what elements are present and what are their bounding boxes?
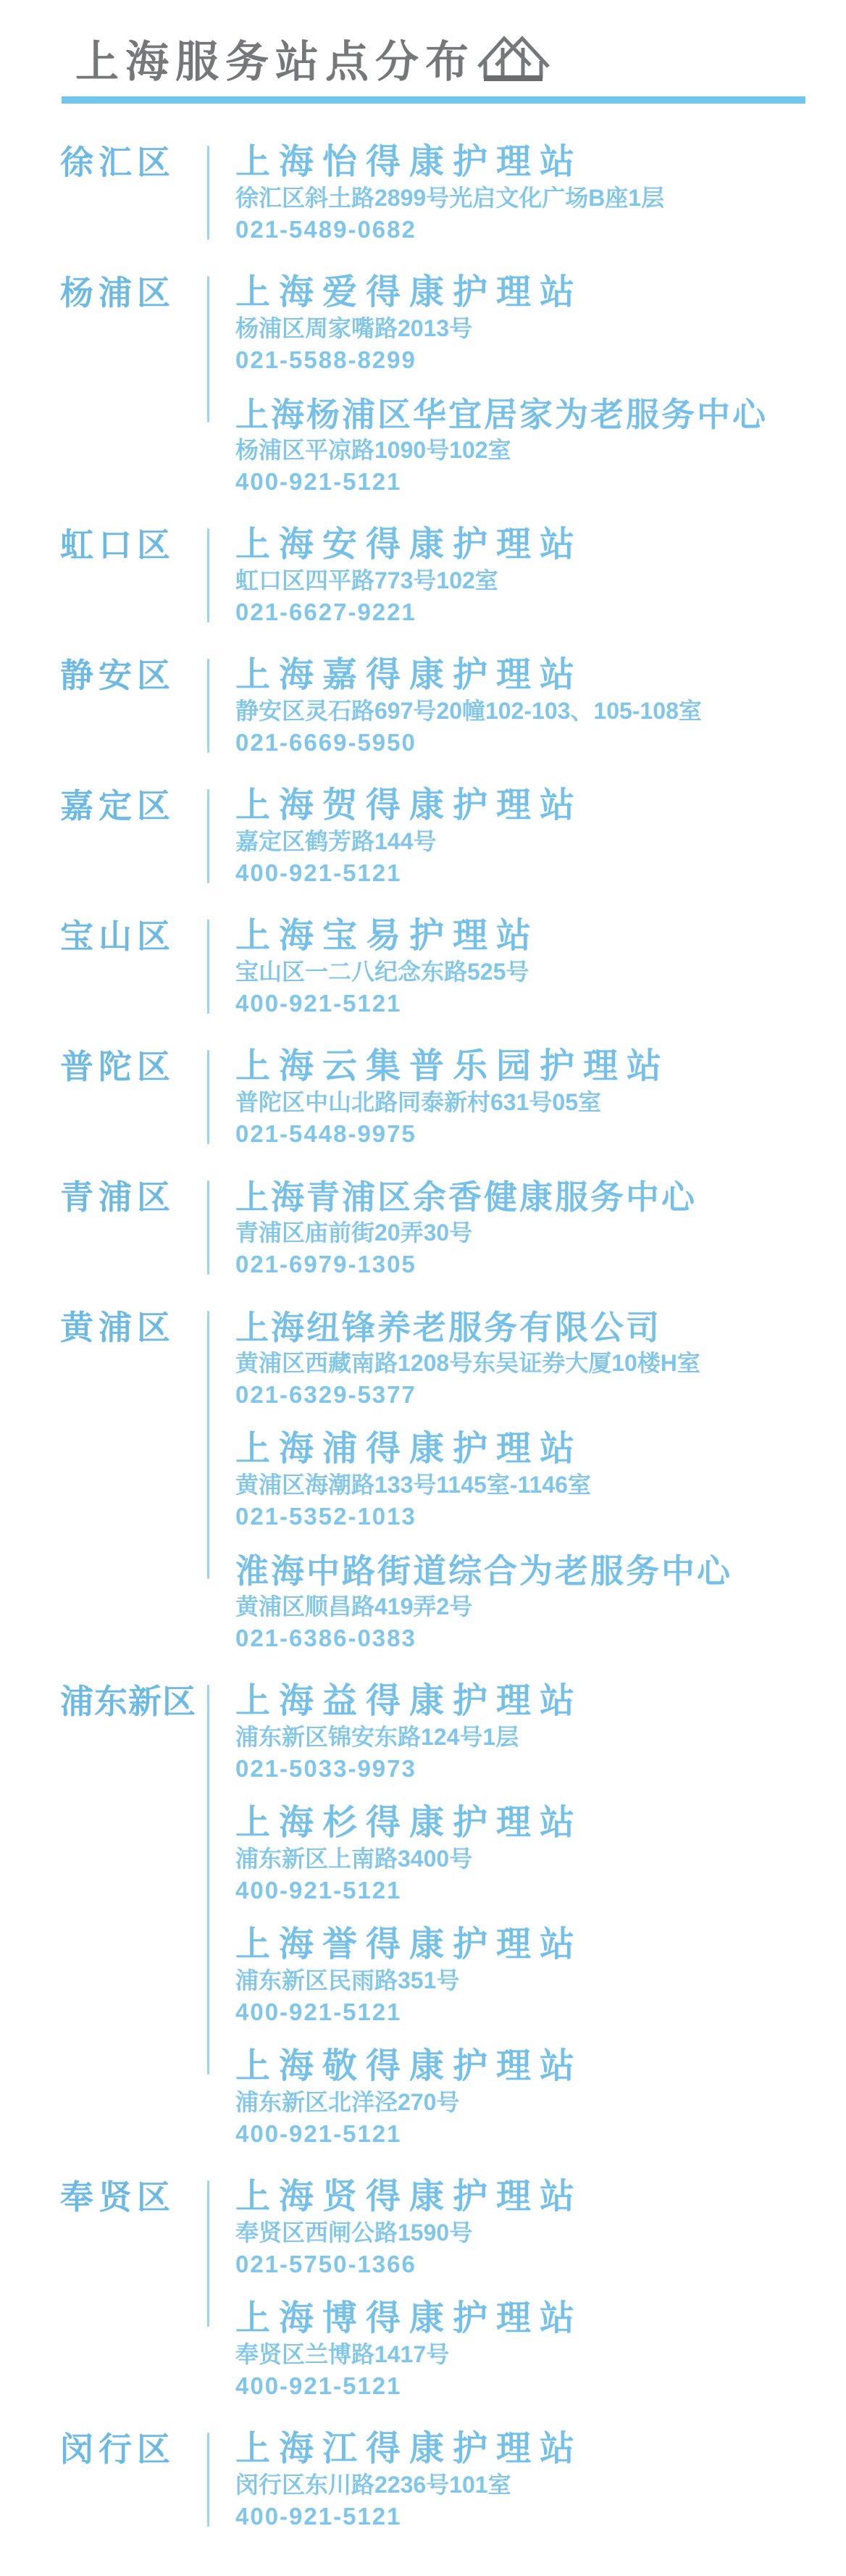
district-name: 静安区	[60, 656, 175, 694]
district-separator-line	[207, 2180, 209, 2327]
station-list	[235, 1308, 846, 1654]
station-name: 上海浦得康护理站	[235, 1430, 584, 1468]
district-separator-line	[207, 1311, 209, 1579]
station-address: 奉贤区兰博路1417号	[235, 2341, 450, 2367]
station-address: 浦东新区锦安东路124号1层	[235, 1724, 519, 1750]
district-separator-line	[207, 2433, 209, 2527]
station-list	[235, 1682, 846, 2150]
station-item	[235, 1047, 846, 1150]
station-address: 浦东新区北洋泾270号	[235, 2089, 460, 2115]
district-group	[60, 1177, 846, 1280]
district-group	[60, 525, 846, 628]
station-list	[235, 273, 846, 498]
station-name: 上海誉得康护理站	[235, 1925, 584, 1964]
station-address: 徐汇区斜土路2899号光启文化广场B座1层	[235, 185, 665, 211]
station-name: 上海江得康护理站	[235, 2430, 584, 2468]
district-separator-line	[207, 276, 209, 422]
station-name: 上海贺得康护理站	[235, 786, 584, 825]
station-phone: 400-921-5121	[235, 1877, 402, 1904]
station-list	[235, 143, 846, 246]
station-phone: 021-5588-8299	[235, 346, 416, 373]
station-list	[235, 786, 846, 889]
station-phone: 021-5352-1013	[235, 1503, 416, 1530]
station-address: 青浦区庙前街20弄30号	[235, 1220, 473, 1246]
station-phone: 400-921-5121	[235, 1998, 402, 2025]
district-name: 虹口区	[60, 526, 175, 564]
station-address: 杨浦区周家嘴路2013号	[235, 315, 473, 341]
station-phone: 021-6329-5377	[235, 1381, 416, 1408]
district-separator-line	[207, 789, 209, 883]
station-name: 上海宝易护理站	[235, 917, 540, 955]
station-item	[235, 143, 846, 246]
page-title: 上海服务站点分布	[75, 38, 475, 86]
station-item	[235, 1308, 846, 1411]
district-group	[60, 917, 846, 1020]
station-name: 上海杉得康护理站	[235, 1804, 584, 1842]
district-group	[60, 656, 846, 759]
district-name: 宝山区	[60, 917, 175, 955]
station-item	[235, 656, 846, 759]
district-separator-line	[207, 528, 209, 622]
station-address: 静安区灵石路697号20幢102-103、105-108室	[235, 698, 702, 724]
district-separator-line	[207, 1685, 209, 2075]
station-phone: 021-6979-1305	[235, 1251, 416, 1277]
station-name: 淮海中路街道综合为老服务中心	[235, 1552, 732, 1590]
station-phone: 021-5448-9975	[235, 1120, 416, 1147]
station-name: 上海怡得康护理站	[235, 143, 584, 181]
station-item	[235, 1551, 846, 1654]
district-separator-line	[207, 1180, 209, 1275]
station-phone: 021-5033-9973	[235, 1755, 416, 1782]
station-address: 黄浦区顺昌路419弄2号	[235, 1593, 473, 1620]
station-item	[235, 2047, 846, 2150]
station-address: 普陀区中山北路同泰新村631号05室	[235, 1089, 601, 1115]
station-item	[235, 395, 846, 498]
station-phone: 021-5489-0682	[235, 216, 416, 243]
station-name: 上海安得康护理站	[235, 525, 584, 564]
station-item	[235, 917, 846, 1020]
station-phone: 021-6669-5950	[235, 729, 416, 756]
station-address: 杨浦区平凉路1090号102室	[235, 437, 511, 463]
station-address: 黄浦区西藏南路1208号东吴证券大厦10楼H室	[235, 1350, 700, 1376]
district-group	[60, 2177, 846, 2402]
station-address: 嘉定区鹤芳路144号	[235, 828, 437, 854]
station-address: 黄浦区海潮路133号1145室-1146室	[235, 1472, 591, 1498]
district-separator-line	[207, 1050, 209, 1144]
title-underline-bar	[62, 96, 805, 104]
station-item	[235, 525, 846, 628]
station-item	[235, 1177, 846, 1280]
district-group	[60, 273, 846, 498]
station-address: 闵行区东川路2236号101室	[235, 2472, 511, 2498]
district-name: 青浦区	[60, 1178, 175, 1216]
station-name: 上海博得康护理站	[235, 2299, 584, 2338]
station-item	[235, 1430, 846, 1533]
station-list	[235, 917, 846, 1020]
station-name: 上海敬得康护理站	[235, 2047, 584, 2085]
station-item	[235, 786, 846, 889]
station-name: 上海贤得康护理站	[235, 2177, 584, 2216]
district-group	[60, 1682, 846, 2150]
station-name: 上海益得康护理站	[235, 1682, 584, 1720]
station-list	[235, 2430, 846, 2533]
district-separator-line	[207, 659, 209, 753]
station-phone: 400-921-5121	[235, 2120, 402, 2147]
district-name: 杨浦区	[60, 274, 175, 312]
station-address: 奉贤区西闸公路1590号	[235, 2219, 473, 2246]
station-item	[235, 2299, 846, 2402]
station-phone: 400-921-5121	[235, 468, 402, 495]
station-list	[235, 1047, 846, 1150]
station-list	[235, 2177, 846, 2402]
station-name: 上海纽锋养老服务有限公司	[235, 1309, 661, 1346]
station-item	[235, 2177, 846, 2280]
station-item	[235, 1682, 846, 1785]
district-separator-line	[207, 920, 209, 1014]
station-address: 虹口区四平路773号102室	[235, 567, 498, 593]
title-row	[75, 26, 846, 86]
district-group	[60, 786, 846, 889]
district-name: 普陀区	[60, 1048, 175, 1085]
station-phone: 021-5750-1366	[235, 2251, 416, 2277]
house-icon	[477, 26, 550, 89]
district-name: 黄浦区	[60, 1309, 175, 1346]
header	[0, 0, 846, 104]
station-item	[235, 273, 846, 376]
district-separator-line	[207, 146, 209, 240]
station-list	[235, 1177, 846, 1280]
district-name: 奉贤区	[60, 2178, 175, 2216]
station-name: 上海云集普乐园护理站	[235, 1047, 671, 1085]
station-name: 上海青浦区余香健康服务中心	[235, 1178, 697, 1216]
station-address: 宝山区一二八纪念东路525号	[235, 959, 529, 985]
station-phone: 400-921-5121	[235, 2503, 402, 2530]
station-phone: 400-921-5121	[235, 990, 402, 1017]
district-group	[60, 1308, 846, 1654]
station-address: 浦东新区民雨路351号	[235, 1967, 460, 1993]
station-address: 浦东新区上南路3400号	[235, 1846, 473, 1872]
station-list	[235, 656, 846, 759]
district-group	[60, 2430, 846, 2533]
district-group	[60, 1047, 846, 1150]
district-name: 浦东新区	[60, 1683, 196, 1720]
district-name: 闵行区	[60, 2430, 175, 2468]
district-list	[0, 104, 846, 2576]
station-item	[235, 1804, 846, 1906]
station-name: 上海爱得康护理站	[235, 273, 584, 312]
station-name: 上海杨浦区华宜居家为老服务中心	[235, 396, 768, 433]
station-phone: 400-921-5121	[235, 859, 402, 886]
station-phone: 021-6386-0383	[235, 1625, 416, 1651]
district-name: 徐汇区	[60, 143, 175, 181]
station-item	[235, 1925, 846, 2028]
station-phone: 021-6627-9221	[235, 599, 416, 625]
station-item	[235, 2430, 846, 2533]
district-name: 嘉定区	[60, 787, 175, 825]
station-name: 上海嘉得康护理站	[235, 656, 584, 694]
district-group	[60, 143, 846, 246]
station-phone: 400-921-5121	[235, 2372, 402, 2399]
station-list	[235, 525, 846, 628]
